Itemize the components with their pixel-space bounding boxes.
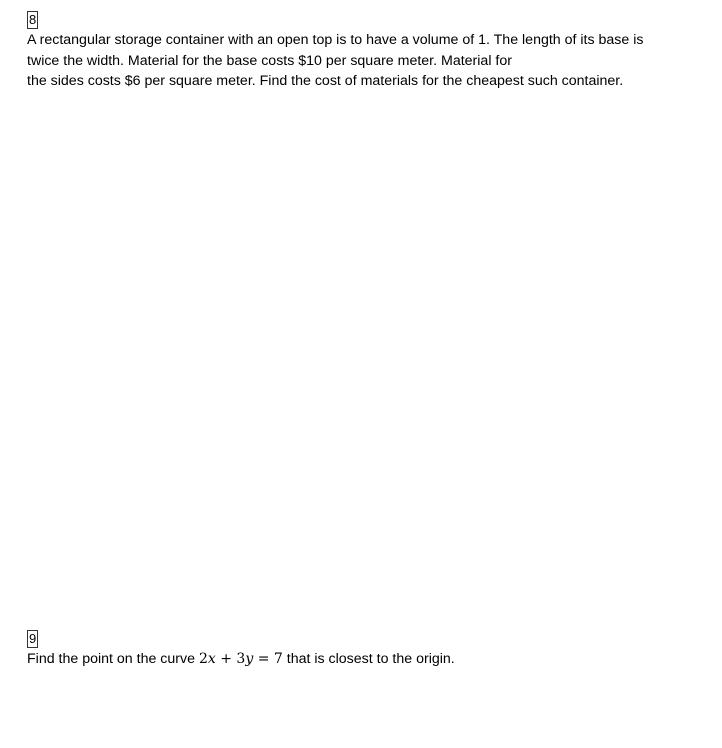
problem-8-line-3: the sides costs $6 per square meter. Find the cost of materials for the cheapest such container. <box>27 73 624 89</box>
problem-9 <box>27 630 455 670</box>
problem-9-text <box>27 649 455 670</box>
problem-8-line-1: A rectangular storage container with an open top is to have a volume of 1. The length of its base is <box>27 32 644 48</box>
equation-plus: + <box>215 651 237 667</box>
equation-coefficient-y: 3 <box>236 651 246 667</box>
curve-equation <box>199 651 283 667</box>
equation-coefficient-x: 2 <box>198 651 208 667</box>
problem-8-line-2: twice the width. Material for the base costs $10 per square meter. Material for <box>27 52 512 69</box>
problem-8-text <box>27 30 643 92</box>
equation-variable-x: x <box>207 651 216 667</box>
question-number-9: 9 <box>29 631 37 646</box>
equation-equals: = <box>253 651 274 667</box>
equation-variable-y: y <box>245 651 254 667</box>
problem-9-text-after: that is closest to the origin. <box>282 651 455 667</box>
question-number-8: 8 <box>29 12 37 27</box>
equation-rhs: 7 <box>273 651 283 667</box>
problem-8 <box>27 11 643 92</box>
problem-9-text-before: Find the point on the curve <box>27 651 199 667</box>
